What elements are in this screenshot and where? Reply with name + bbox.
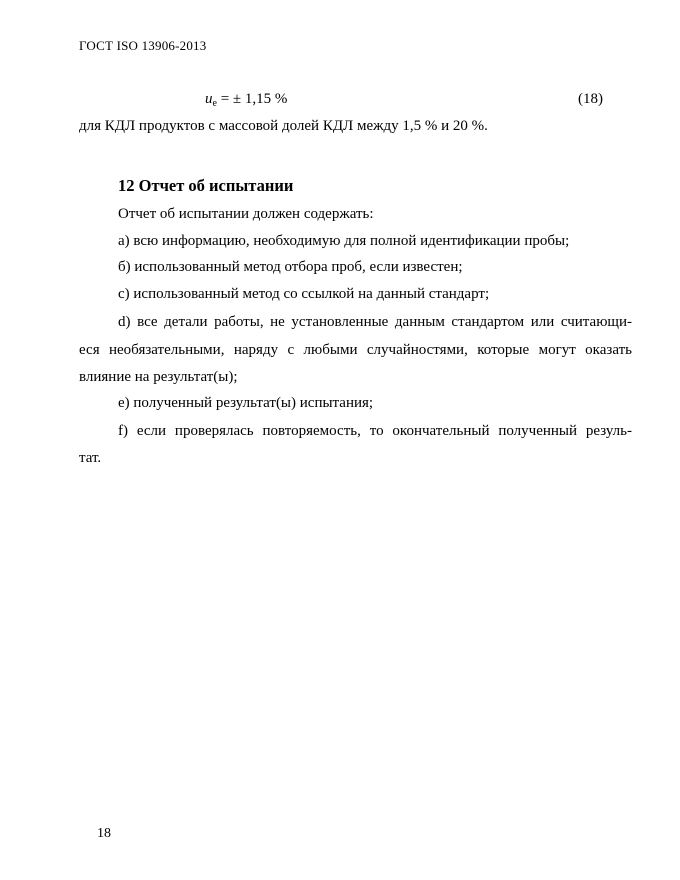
- document-header: ГОСТ ISO 13906-2013: [79, 38, 207, 53]
- page-number: 18: [97, 826, 111, 841]
- list-item-f-line-1: f) если проверялась повторяемость, то окончательный полученный резуль-: [118, 423, 632, 439]
- formula-subscript: e: [212, 98, 217, 109]
- formula-row: [79, 91, 603, 111]
- list-item-d-line-3: влияние на результат(ы);: [79, 369, 238, 385]
- formula-context: для КДЛ продуктов с массовой долей КДЛ между 1,5 % и 20 %.: [79, 118, 488, 134]
- list-item-a: а) всю информацию, необходимую для полной идентификации пробы;: [118, 233, 570, 249]
- list-item-e: е) полученный результат(ы) испытания;: [118, 395, 374, 411]
- list-item-f-line-2: тат.: [79, 450, 102, 466]
- equation-number: (18): [578, 91, 603, 107]
- list-item-c: с) использованный метод со ссылкой на данный стандарт;: [118, 286, 490, 302]
- section-intro: Отчет об испытании должен содержать:: [118, 206, 374, 222]
- list-item-b: б) использованный метод отбора проб, если известен;: [118, 259, 463, 275]
- formula: [205, 91, 287, 109]
- list-item-d-line-1: d) все детали работы, не установленные данным стандартом или считающи-: [118, 314, 632, 330]
- section-heading: 12 Отчет об испытании: [118, 176, 294, 195]
- formula-rhs: = ± 1,15 %: [216, 91, 288, 107]
- formula-symbol: u: [205, 91, 213, 107]
- list-item-d-line-2: еся необязательными, наряду с любыми случайностями, которые могут оказать: [79, 342, 632, 358]
